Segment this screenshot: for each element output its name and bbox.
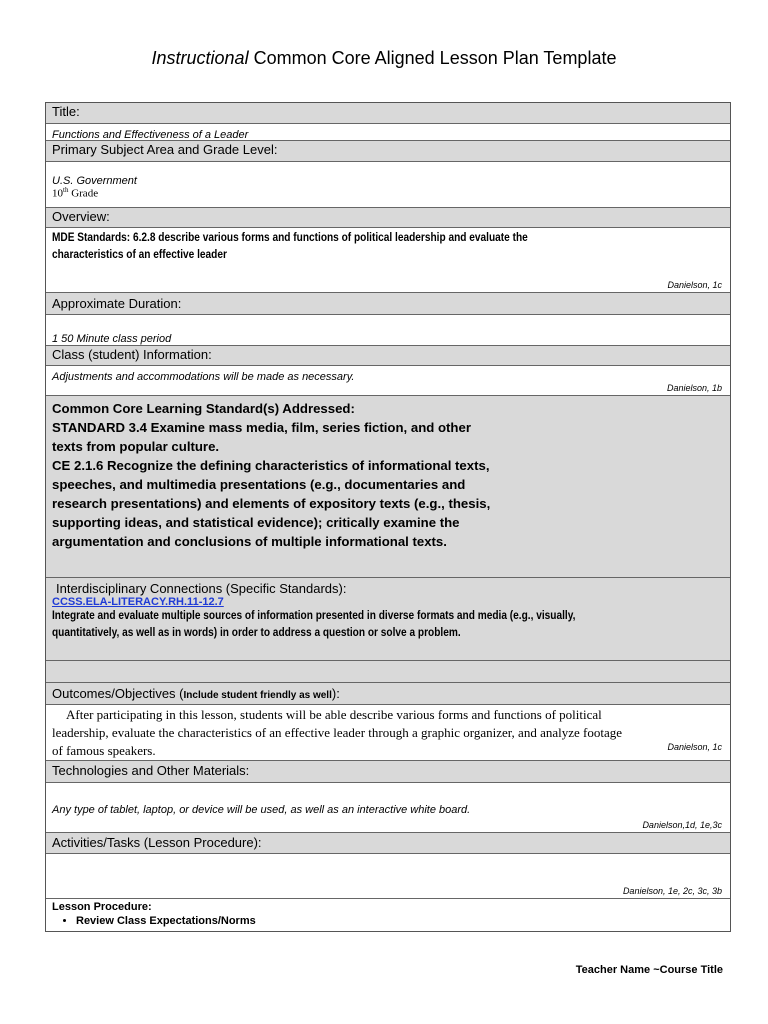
tech-label: Technologies and Other Materials: [52,763,250,778]
tech-value: Any type of tablet, laptop, or device will be used, as well as an interactive white board. [52,804,471,816]
ccls-line-6: supporting ideas, and statistical evidence); critically examine the [52,515,460,530]
overview-cite: Danielson, 1c [667,280,722,290]
ccls-line-3: CE 2.1.6 Recognize the defining characteristics of informational texts, [52,458,490,473]
inter-line-1: Integrate and evaluate multiple sources of information presented in diverse formats and media (e.g., visually, [52,610,576,622]
duration-content [46,314,730,345]
footer-teacher-course: Teacher Name ~Course Title [575,964,723,976]
outcomes-header [46,682,730,704]
class-label: Class (student) Information: [52,347,212,362]
ccss-standard-link[interactable]: CCSS.ELA-LITERACY.RH.11-12.7 [52,596,224,608]
duration-header [46,292,730,314]
overview-line-1: MDE Standards: 6.2.8 describe various forms and functions of political leadership and evaluate the [52,232,528,244]
grade-sup: th [63,186,69,194]
ccls-section [46,395,730,577]
class-header [46,345,730,365]
ccls-line-5: research presentations) and elements of expository texts (e.g., thesis, [52,496,491,511]
ccls-line-7: argumentation and conclusions of multiple informational texts. [52,534,447,549]
grade-num: 10 [52,187,63,200]
activities-header [46,832,730,853]
tech-cite: Danielson,1d, 1e,3c [642,820,722,830]
outcomes-line-1: After participating in this lesson, students will be able describe various forms and functions of political [66,707,602,722]
grade-word: Grade [71,187,99,200]
subject-header [46,140,730,161]
tech-header [46,760,730,782]
inter-label: Interdisciplinary Connections (Specific Standards): [56,581,347,596]
ccls-label: Common Core Learning Standard(s) Addressed: [52,401,355,416]
tech-content [46,782,730,832]
title-content [46,123,730,140]
outcomes-line-2: leadership, evaluate the characteristics of an effective leader through a graphic organizer, and analyze footage [52,725,622,740]
duration-label: Approximate Duration: [52,296,182,311]
subject-content [46,161,730,207]
outcomes-label: Outcomes/Objectives ( [52,686,184,701]
overview-line-2: characteristics of an effective leader [52,249,227,261]
overview-label: Overview: [52,209,110,224]
activities-cite: Danielson, 1e, 2c, 3c, 3b [622,886,722,896]
overview-header [46,207,730,227]
procedure-item: • Review Class Expectations/Norms [76,915,724,927]
lesson-plan-form [45,102,731,932]
title-header [46,103,730,123]
ccls-line-1: STANDARD 3.4 Examine mass media, film, series fiction, and other [52,420,471,435]
document-title [0,48,768,69]
blank-row [46,660,730,682]
activities-content [46,853,730,898]
outcomes-small: Include student friendly as well [183,690,332,701]
duration-value: 1 50 Minute class period [52,333,172,345]
inter-line-2: quantitatively, as well as in words) in order to address a question or solve a problem. [52,627,461,639]
interdisciplinary-section [46,577,730,660]
ccls-line-4: speeches, and multimedia presentations (e.g., documentaries and [52,477,466,492]
outcomes-end: ): [331,686,340,701]
procedure-label: Lesson Procedure: [52,901,152,913]
class-content [46,365,730,395]
title-rest: Common Core Aligned Lesson Plan Template [253,48,617,68]
ccls-line-2: texts from popular culture. [52,439,220,454]
class-value: Adjustments and accommodations will be made as necessary. [52,371,355,383]
subject-value: U.S. Government [52,175,137,187]
title-label: Title: [52,104,80,119]
title-value: Functions and Effectiveness of a Leader [52,129,249,140]
outcomes-cite: Danielson, 1c [667,742,722,752]
procedure-list [52,915,724,927]
title-italic: Instructional [151,48,249,68]
procedure-content [46,898,730,931]
activities-label: Activities/Tasks (Lesson Procedure): [52,835,262,850]
outcomes-content [46,704,730,760]
grade-level [52,186,724,200]
subject-label: Primary Subject Area and Grade Level: [52,142,278,157]
class-cite: Danielson, 1b [666,383,722,393]
overview-content [46,227,730,292]
outcomes-line-3: of famous speakers. [52,743,156,758]
